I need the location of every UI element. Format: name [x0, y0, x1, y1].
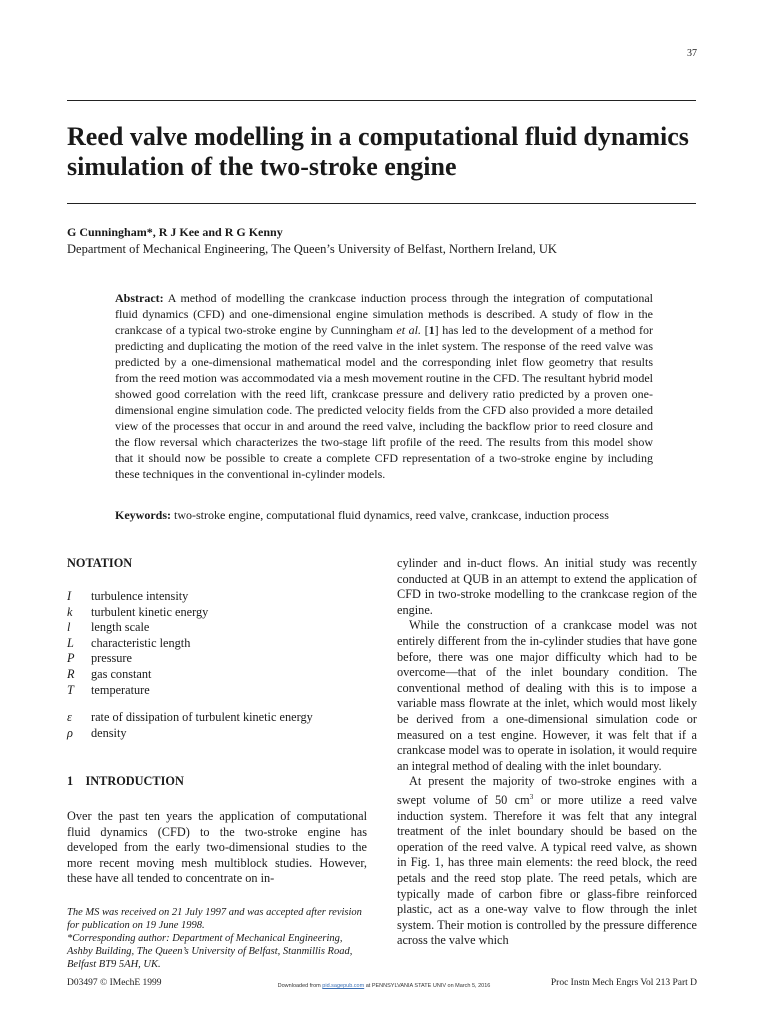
notation-list — [67, 589, 367, 741]
download-notice: Downloaded from pid.sagepub.com at PENNSYLVANIA STATE UNIV on March 5, 2016 — [277, 983, 491, 989]
footer-left: D03497 © IMechE 1999 — [67, 978, 162, 988]
download-link[interactable]: pid.sagepub.com — [322, 983, 365, 989]
notation-row: k turbulent kinetic energy — [67, 604, 209, 619]
footnote: The MS was received on 21 July 1997 and was accepted after revision for publication on 19 June 1998. *Corresponding author: Department of Mechanical Engineering, Ashby Building, The Queen’s University of Belfast, Stanmillis Road, Belfast BT9 5AH, UK. — [67, 907, 362, 970]
intro-paragraph: Over the past ten years the application of computational fluid dynamics (CFD) to the two-stroke engine has developed from the early two-dimensional studies to the more recent moving mesh multiblock studies. However, these have all tended to concentrate on in- — [67, 809, 367, 886]
keywords-label: Keywords: — [115, 508, 171, 522]
abstract: Abstract: A method of modelling the crankcase induction process through the integration of computational fluid dynamics (CFD) and one-dimensional engine simulation methods is described. A study of flow in the crankcase of a typical two-stroke engine by Cunningham et al. [1] has led to the development of a method for predicting and duplicating the motion of the reed valve in the inlet system. The response of the reed valve was predicted by a one-dimensional mathematical model and the corresponding inlet flow geometry that results from the reed motion was accommodated via a mesh movement routine in the CFD. The resultant hybrid model showed good correlation with the reed lift, crankcase pressure and delivery ratio predicted by a proven one-dimensional engine simulation code. The predicted velocity fields from the CFD also provided a more detailed view of the processes that occur in and around the reed valve, including the backflow prior to reed closure and the flow reversal which characterizes the two-stage lift profile of the reed. The results from this model show that it should now be possible to create a complete CFD representation of a two-stroke engine by including these techniques in the conventional in-cylinder models. — [115, 291, 654, 481]
notation-row: I turbulence intensity — [67, 589, 189, 603]
paragraph: While the construction of a crankcase model was not entirely different from the in-cylinder studies that have gone before, there was one major difficulty which had to be overcome—that of the inlet boundary condition. The conventional method of dealing with this is to impose a variable mass flowrate at the inlet, which would most likely be derived from a one-dimensional simulation code or measured on a test engine. However, it was felt that if a crankcase model was to operate in isolation, it would require an integral method of dealing with the inlet boundary. — [397, 618, 697, 773]
page-number: 37 — [687, 48, 697, 59]
affiliation: Department of Mechanical Engineering, The Queen’s University of Belfast, Northern Ireland, UK — [67, 242, 557, 256]
notation-row: l length scale — [67, 620, 150, 635]
notation-row: P pressure — [67, 651, 132, 666]
right-column — [397, 556, 697, 949]
abstract-label: Abstract: — [115, 291, 164, 305]
paragraph: At present the majority of two-stroke engines with a swept volume of 50 $cm^3$ or more utilize a reed valve induction system. Therefore it was felt that any integral treatment of the inlet boundary should be based on the operation of the reed valve. A typical reed valve, as shown in Fig. 1, has three main elements: the reed block, the reed petals and the reed stop plate. The reed petals, which are typically made of carbon fibre or glass-fibre reinforced plastic, act as a one-way valve to flow through the inlet system. Their motion is controlled by the pressure difference across the valve which — [397, 774, 697, 948]
authors: G Cunningham*, R J Kee and R G Kenny — [67, 225, 283, 239]
title-bottom-rule — [67, 203, 696, 204]
paper-title: Reed valve modelling in a computational fluid dynamics simulation of the two-stroke engine — [67, 122, 689, 181]
paragraph: cylinder and in-duct flows. An initial study was recently conducted at QUB in an attempt to extend the application of CFD in two-stroke modelling to the crankcase region of the engine. — [397, 556, 697, 617]
notation-row: ε rate of dissipation of turbulent kinetic energy — [67, 710, 313, 725]
keywords: Keywords: two-stroke engine, computational fluid dynamics, reed valve, crankcase, induction process — [115, 508, 609, 522]
reference-link[interactable]: 1 — [428, 323, 435, 337]
notation-row: L characteristic length — [67, 635, 191, 650]
notation-row: T temperature — [67, 682, 150, 697]
notation-row: R gas constant — [67, 666, 152, 681]
notation-row: ρ density — [67, 725, 127, 740]
intro-heading: 1 INTRODUCTION — [67, 774, 184, 788]
footer-right: Proc Instn Mech Engrs Vol 213 Part D — [550, 978, 697, 988]
top-rule — [67, 100, 696, 101]
notation-heading: NOTATION — [67, 556, 133, 570]
